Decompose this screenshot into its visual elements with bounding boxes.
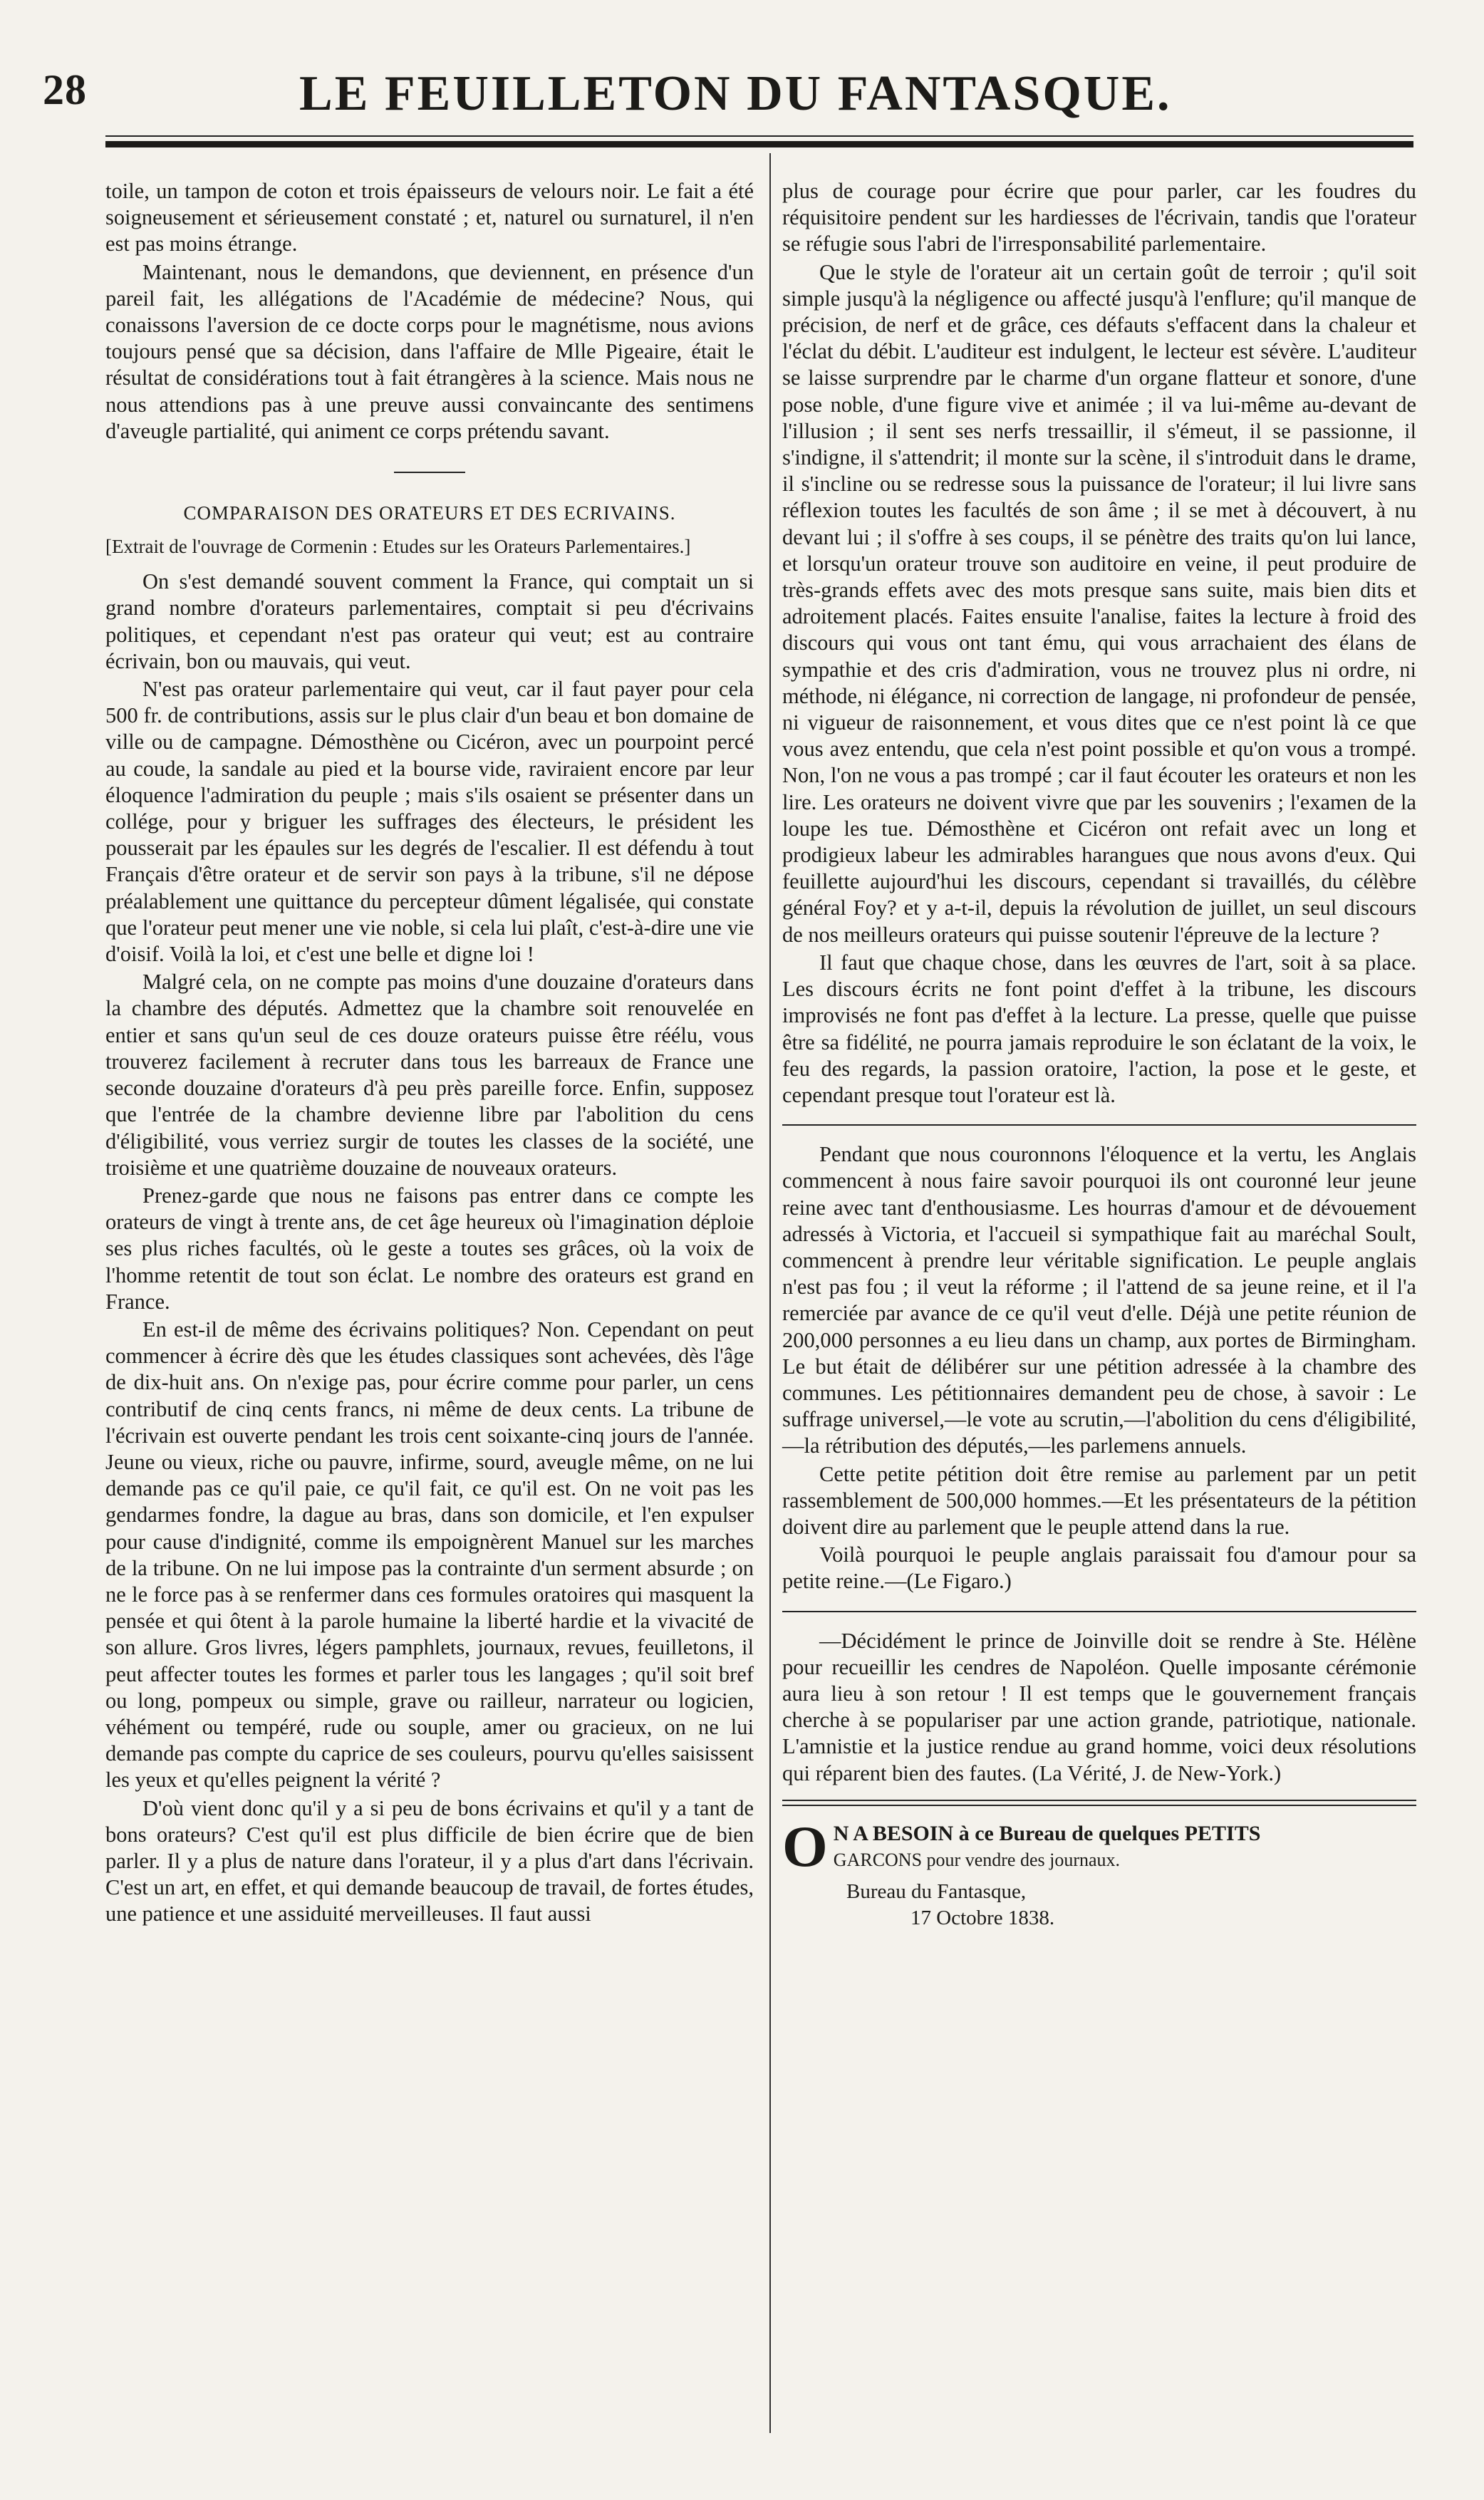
article-heading: COMPARAISON DES ORATEURS ET DES ECRIVAINS. [183,502,676,524]
advertisement-rule [782,1800,1416,1806]
header-rule-thin [105,135,1413,137]
left-paragraph-6: Prenez-garde que nous ne faisons pas entrer dans ce compte les orateurs de vingt à trente ans, de cet âge heureux où l'imagination déploie ses plus riches facultés, où le geste a toutes ses grâces, où la voix de l'homme retentit de tout son éclat. Le nombre des orateurs est grand en France. [105,1183,754,1314]
left-paragraph-4: N'est pas orateur parlementaire qui veut, car il faut payer pour cela 500 fr. de contributions, assis sur le plus clair d'un beau et bon domaine de ville ou de campagne. Démosthène ou Cicéron, avec un pourpoint percé au coude, la sandale au pied et la bourse vide, raviraient encore par leur éloquence l'admiration du peuple ; mais s'ils osaient se présenter dans un collége, pour y briguer les suffrages des électeurs, le président les pousserait par les épaules sur les degrés de l'escalier. Il est défendu à tout Français d'être orateur et de servir son pays à la tribune, s'il ne dépose préalablement une quittance du percepteur dûment légalisée, qui constate que l'orateur peut mener une vie noble, si cela lui plaît, c'est-à-dire une vie d'oisif. Voilà la loi, et c'est une belle et digne loi ! [105,677,754,967]
right-paragraph-5: Cette petite pétition doit être remise au parlement par un petit rassemblement de 500,000 hommes.—Et les présentateurs de la pétition doivent dire au parlement que le peuple attend dans la rue. [782,1461,1416,1539]
right-paragraph-3: Il faut que chaque chose, dans les œuvres de l'art, soit à sa place. Les discours écrits ne font point d'effet à la tribune, les discours improvisés ne font pas d'effet à la lecture. La presse, quelle que puisse être sa fidélité, ne pourra jamais reproduire le son éclatant de la voix, le feu des regards, la passion oratoire, l'action, la pose et le geste, et cependant presque tout l'orateur est là. [782,950,1416,1107]
advertisement-date: 17 Octobre 1838. [910,1906,1055,1929]
left-paragraph-7: En est-il de même des écrivains politiques? Non. Cependant on peut commencer à écrire dès que les études classiques sont achevées, dès l'âge de dix-huit ans. On n'exige pas, pour écrire comme pour parler, un cens contributif de cinq cents francs, ni même de deux cents. La tribune de l'écrivain est ouverte pendant les trois cent soixante-cinq jours de l'année. Jeune ou vieux, riche ou pauvre, infirme, sourd, aveugle même, on ne lui demande pas ce qu'il paie, ce qu'il fait, ce qu'il est. On ne voit pas les gendarmes fondre, la dague au bras, dans son domicile, et l'en expulser pour cause d'indignité, comme ils empoignèrent Manuel sur les marches de la tribune. On ne lui impose pas la contrainte d'un serment absurde ; on ne le force pas à se renfermer dans ces formules oratoires qui masquent la pensée et qui ôtent à la parole humaine la liberté hardie et la vivacité de son allure. Gros livres, légers pamphlets, journaux, revues, feuilletons, il peut affecter toutes les formes et parler tous les langages ; qu'il soit bref ou long, pompeux ou simple, grave ou railleur, narrateur ou logicien, véhément ou tempéré, rude ou souple, amer ou gracieux, on ne lui demande pas compte du caprice de ses couleurs, pourvu qu'elles saisissent les yeux et qu'elles peignent la vérité ? [105,1317,754,1793]
left-paragraph-3: On s'est demandé souvent comment la France, qui comptait un si grand nombre d'orateurs parlementaires, comptait si peu d'écrivains politiques, et cependant n'est pas orateur qui veut; est au contraire écrivain, bon ou mauvais, qui veut. [105,569,754,673]
advertisement-office: Bureau du Fantasque, [846,1879,1027,1903]
column-divider [769,153,771,2433]
advertisement-line-2: GARCONS pour vendre des journaux. [833,1849,1121,1870]
header-rule-thick [105,141,1413,147]
advertisement-dropcap: O [782,1813,828,1879]
advertisement-line-1: N A BESOIN à ce Bureau de quelques PETITS [833,1821,1261,1845]
section-separator [394,472,465,473]
page-number: 28 [43,66,87,113]
advertisement [782,1813,1416,1931]
right-paragraph-1: plus de courage pour écrire que pour parler, car les foudres du réquisitoire pendent sur les hardiesses de l'écrivain, tandis que l'orateur se réfugie sous l'abri de l'irresponsabilité parlementaire. [782,179,1416,256]
left-paragraph-5: Malgré cela, on ne compte pas moins d'une douzaine d'orateurs dans la chambre des députés. Admettez que la chambre soit renouvelée en entier et sans qu'un seul de ces douze orateurs puisse être réélu, vous trouverez facilement à recruter dans tous les barreaux de France une seconde douzaine d'orateurs d'à peu près pareille force. Enfin, supposez que l'entrée de la chambre devienne libre par l'abolition du cens d'éligibilité, vous verriez surgir de toutes les classes de la société, une troisième et une quatrième douzaine de nouveaux orateurs. [105,970,754,1180]
right-paragraph-4: Pendant que nous couronnons l'éloquence et la vertu, les Anglais commencent à nous faire savoir pourquoi ils ont couronné leur jeune reine avec tant d'enthousiasme. Les hourras d'amour et de dévouement adressés à Victoria, et l'accueil si sympathique fait au maréchal Soult, commencent à prendre leur véritable signification. Le peuple anglais n'est pas fou ; il veut la réforme ; il l'attend de sa jeune reine, et il l'a remerciée par avance de ce qu'il veut d'elle. Déjà une petite réunion de 200,000 personnes a eu lieu dans un champ, aux portes de Birmingham. Le but était de délibérer sur une pétition adressée à la chambre des communes. Les pétitionnaires demandent peu de chose, à savoir : Le suffrage universel,—le vote au scrutin,—l'abolition du cens d'éligibilité,—la rétribution des députés,—les parlemens annuels. [782,1142,1416,1458]
left-paragraph-2: Maintenant, nous le demandons, que deviennent, en présence d'un pareil fait, les allégations de l'Académie de médecine? Nous, qui conaissons l'aversion de ce docte corps pour le magnétisme, nous avions toujours pensé que sa décision, dans l'affaire de Mlle Pigeaire, était le résultat de considérations tout à fait étrangères à la science. Mais nous ne nous attendions pas à une preuve aussi convaincante des sentimens d'aveugle partialité, qui animent ce corps prétendu savant. [105,259,754,443]
right-paragraph-7: —Décidément le prince de Joinville doit se rendre à Ste. Hélène pour recueillir les cendres de Napoléon. Quelle imposante cérémonie aura lieu à son retour ! Il est temps que le gouvernement français cherche à se populariser par une action grande, patriotique, nationale. L'amnistie et la justice rendue au grand homme, voici deux résolutions qui réparent bien des fautes. (La Vérité, J. de New-York.) [782,1628,1416,1785]
left-paragraph-1: toile, un tampon de coton et trois épaisseurs de velours noir. Le fait a été soigneusement et sérieusement constaté ; et, naturel ou surnaturel, il n'en est pas moins étrange. [105,179,754,256]
article-source-note: [Extrait de l'ouvrage de Cormenin : Etudes sur les Orateurs Parlementaires.] [105,536,691,558]
right-paragraph-2: Que le style de l'orateur ait un certain goût de terroir ; qu'il soit simple jusqu'à la négligence ou affecté jusqu'à l'enflure; qu'il manque de précision, de nerf et de grâce, ces défauts s'effacent dans la chaleur et l'éclat du débit. L'auditeur est indulgent, le lecteur est sévère. L'auditeur se laisse surprendre par le charme d'un organe flatteur et sonore, d'une pose noble, d'une figure vive et animée ; il va lui-même au-devant de l'illusion ; il sent ses nerfs tressaillir, il s'émeut, il se passionne, il s'indigne, il s'attendrit; il monte sur la scène, il s'introduit dans le drame, il s'incline ou se redresse sous la puissance de l'orateur; il lui livre sans réflexion toutes les facultés de son âme ; il se met à découvert, à nu devant lui ; il s'offre à ses coups, il se pénètre des traits qu'on lui lance, et lorsqu'un orateur trouve son auditoire en veine, il peut produire de très-grands effets avec des mots presque sans suite, mais bien dits et adroitement placés. Faites ensuite l'analise, faites la lecture à froid des discours qui vous ont tant ému, qui vous arrachaient des élans de sympathie et des cris d'admiration, vous ne trouvez plus ni ordre, ni méthode, ni élégance, ni correction de langage, ni profondeur de pensée, ni vigueur de raisonnement, et vous dites que ce n'est point là ce que vous avez entendu, que cela n'est point possible et qu'on vous a trompé. Non, l'on ne vous a pas trompé ; car il faut écouter les orateurs et non les lire. Les orateurs ne doivent vivre que par les souvenirs ; l'examen de la loupe les tue. Démosthène et Cicéron ont refait avec un long et prodigieux labeur les admirables harangues que nous avons d'eux. Qui feuillette aujourd'hui les discours, cependant si travaillés, du célèbre général Foy? et y a-t-il, depuis la révolution de juillet, un seul discours de nos meilleurs orateurs qui puisse soutenir l'épreuve de la lecture ? [782,259,1416,947]
right-paragraph-6: Voilà pourquoi le peuple anglais paraissait fou d'amour pour sa petite reine.—(Le Figaro.) [782,1542,1416,1594]
right-column [782,178,1416,1931]
left-paragraph-8: D'où vient donc qu'il y a si peu de bons écrivains et qu'il y a tant de bons orateurs? C'est qu'il est plus difficile de bien écrire que de bien parler. Il y a plus de nature dans l'orateur, il y a plus d'art dans l'écrivain. C'est un art, en effet, et qui demande beaucoup de travail, de fortes études, une patience et une assiduité merveilleuses. Il faut aussi [105,1795,754,1926]
left-column [105,178,754,1929]
section-separator [782,1611,1416,1612]
masthead-title: LE FEUILLETON DU FANTASQUE. [299,66,1172,121]
section-separator [782,1124,1416,1126]
